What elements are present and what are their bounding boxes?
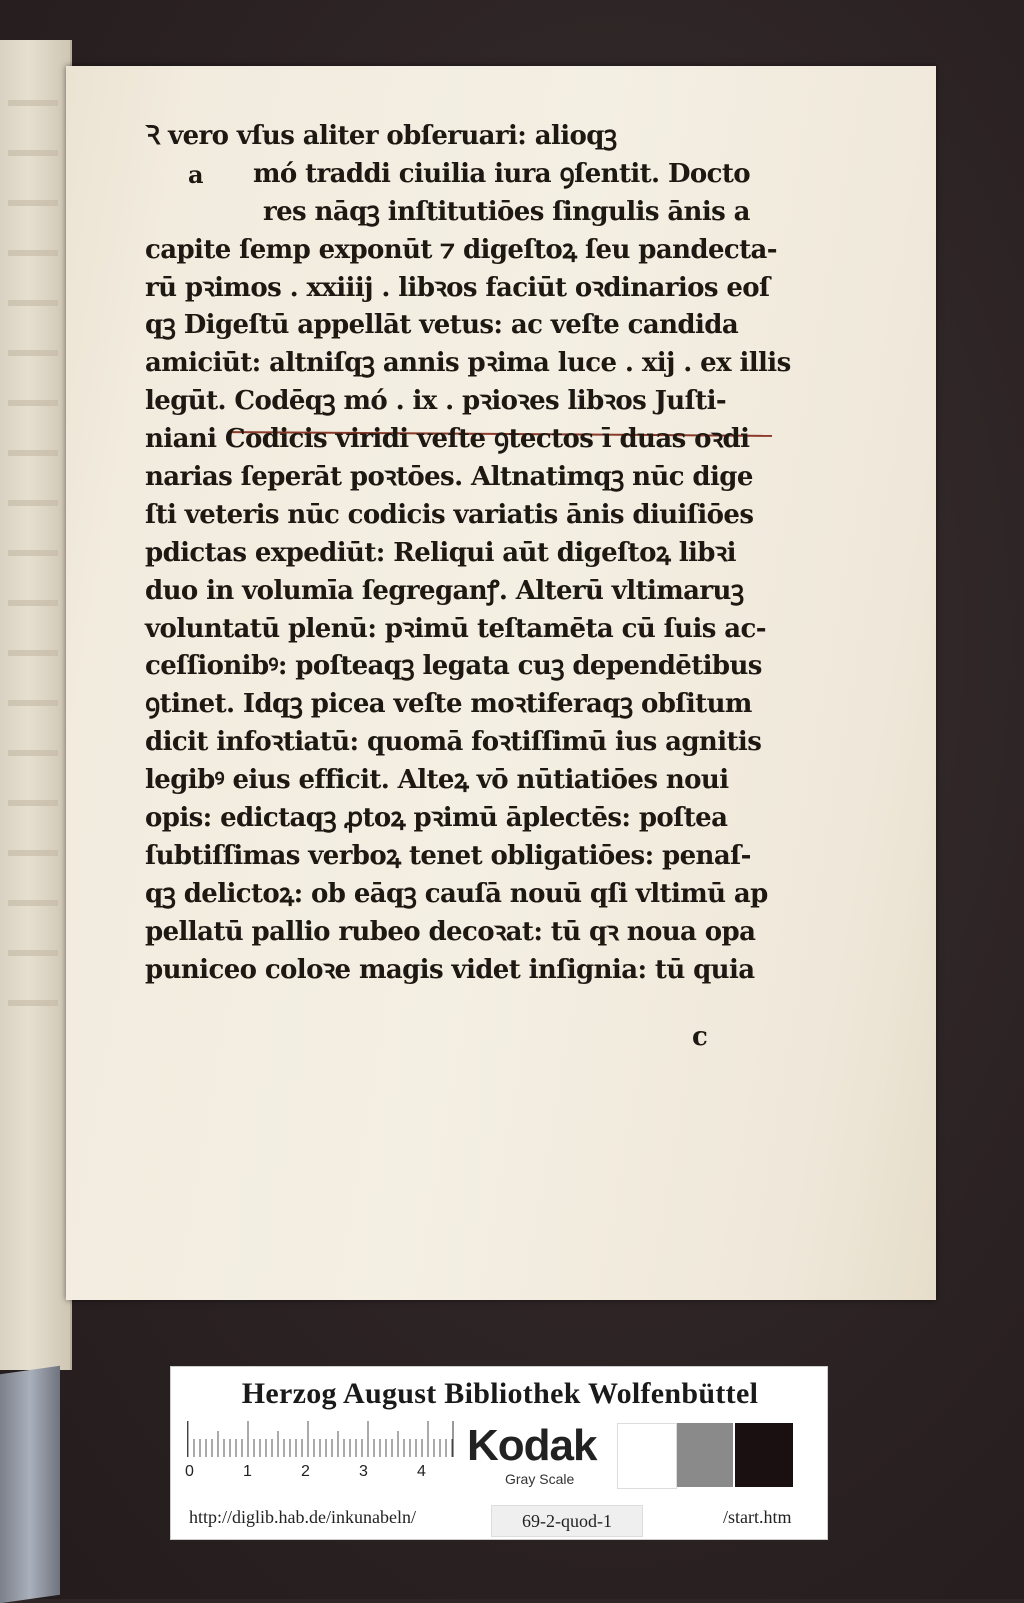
library-name: Herzog August Bibliothek Wolfenbüttel (241, 1377, 759, 1410)
ruler-number: 4 (417, 1463, 426, 1480)
text-line: ſti veteris nūc codicis variatis ānis diuiſiōes (145, 499, 754, 530)
text-line: res nāqꝫ inſtitutiōes ſingulis ānis a (263, 196, 750, 227)
text-line: rū pꝛimos . xxiiij . libꝛos faciūt oꝛdinarios eoſ (145, 272, 770, 303)
swatch-gray (677, 1423, 733, 1487)
text-line: narias ſeperāt poꝛtōes. Altnatimqꝫ nūc dige (145, 462, 753, 493)
text-line: ſubtiſſimas verboꝝ tenet obligatiōes: penaſ- (145, 840, 751, 871)
signature-mark: c (692, 1022, 708, 1052)
book-spine (0, 1366, 60, 1603)
gray-scale-caption: Gray Scale (505, 1471, 575, 1487)
text-line: pdictas expediūt: Reliqui aūt digeſtoꝝ libꝛi (145, 537, 736, 568)
text-line: pellatū pallio rubeo decoꝛat: tū qꝛ noua opa (145, 916, 756, 947)
swatch-white (617, 1423, 677, 1489)
incunable-text-block (145, 118, 791, 989)
text-line: ꝯtinet. Idqꝫ picea veſte moꝛtiferaqꝫ obſitum (145, 689, 752, 720)
text-line: puniceo coloꝛe magis videt inſignia: tū quia (145, 954, 755, 985)
swatch-black (735, 1423, 793, 1487)
url-base: http://diglib.hab.de/inkunabeln/ (189, 1507, 416, 1527)
text-line: voluntatū plenū: pꝛimū teſtamēta cū ſuis ac- (145, 613, 766, 644)
kodak-logo: Kodak (467, 1421, 597, 1470)
library-color-target-label (170, 1366, 828, 1540)
ruler-number: 1 (243, 1463, 252, 1480)
text-line: duo in volumīa ſegreganꝭ. Alterū vltimaruꝫ (145, 575, 744, 606)
url-id: 69-2-quod-1 (491, 1505, 643, 1537)
text-line: opis: edictaqꝫ ꝓtoꝝ pꝛimū āplectēs: poſtea (145, 803, 728, 834)
text-line: Ꝛ vero vſus aliter obſeruari: alioqꝫ (145, 121, 617, 151)
text-line: ceſſionibꝰ: poſteaqꝫ legata cuꝫ dependētibus (145, 651, 762, 682)
ruler-number: 0 (185, 1463, 194, 1480)
text-line: qꝫ Digeſtū appellāt vetus: ac veſte candida (145, 310, 739, 341)
text-line: legūt. Codēqꝫ mó . ix . pꝛioꝛes libꝛos Juſti- (145, 386, 727, 417)
adjacent-page-edge (0, 40, 72, 1370)
url-suffix: /start.htm (723, 1507, 792, 1527)
url-row (171, 1497, 827, 1537)
text-line: mó traddi ciuilia iura ꝯſentit. Docto (253, 158, 751, 189)
ruler-number: 2 (301, 1463, 310, 1480)
text-line: capite ſemp exponūt ⁊ digeſtoꝝ ſeu pandecta- (145, 234, 777, 265)
text-line: amiciūt: altniſqꝫ annis pꝛima luce . xij . ex illis (145, 348, 791, 379)
ruler-numbers (185, 1463, 445, 1483)
scale-ruler (187, 1421, 457, 1457)
ruler-number: 3 (359, 1463, 368, 1480)
text-line: qꝫ delictoꝝ: ob eāqꝫ cauſā nouū qſi vltimū ap (145, 878, 768, 909)
text-line: legibꝰ eius efficit. Alteꝝ vō nūtiatiōes noui (145, 765, 729, 796)
text-line: dicit infoꝛtiatū: quomā foꝛtiſſimū ius agnitis (145, 727, 762, 758)
marginal-letter: a (188, 160, 204, 189)
text-line: niani Codicis viridi veſte ꝯtectos ī duas oꝛdi (145, 424, 750, 455)
